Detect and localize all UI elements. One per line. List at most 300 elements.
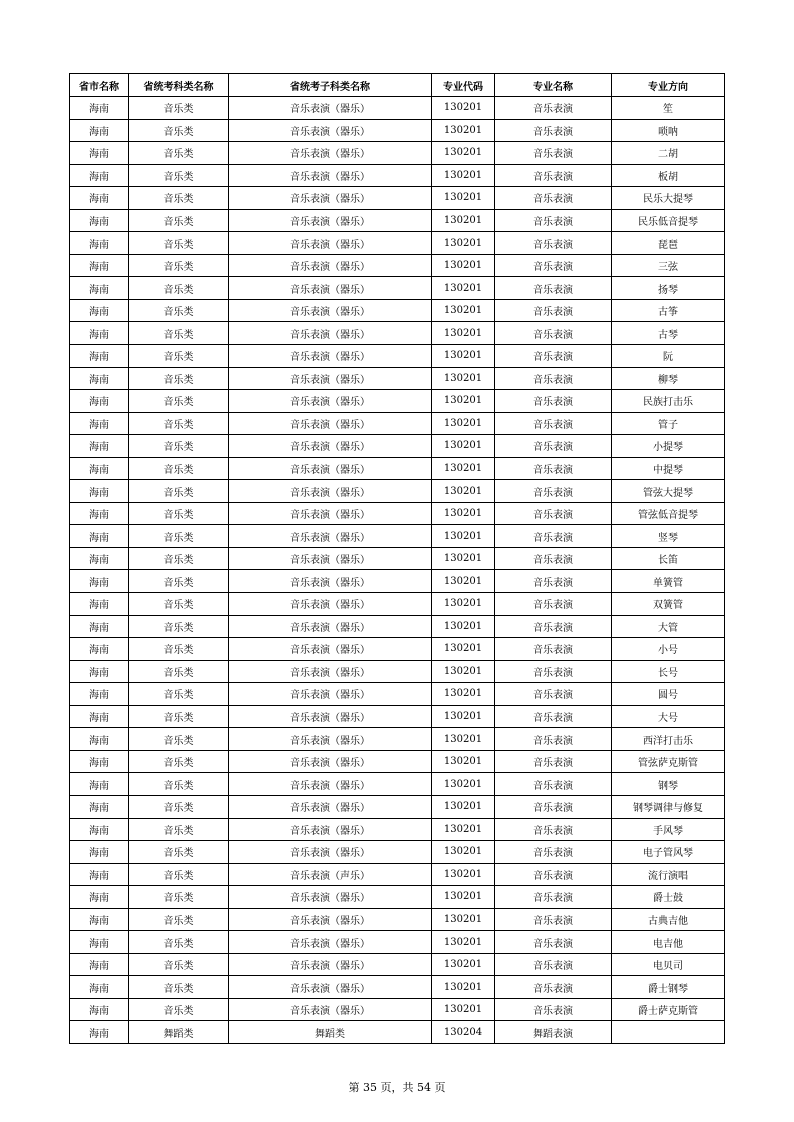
cell-major-name: 音乐表演 xyxy=(495,886,612,909)
cell-major-code: 130201 xyxy=(432,435,495,458)
table-row xyxy=(70,863,725,886)
cell-major-direction xyxy=(612,1021,725,1044)
header-major-name: 专业名称 xyxy=(495,74,612,97)
cell-category-name: 音乐类 xyxy=(129,457,229,480)
table-row xyxy=(70,367,725,390)
cell-subcategory-name: 音乐表演（器乐） xyxy=(229,773,432,796)
table-row xyxy=(70,480,725,503)
cell-major-name: 音乐表演 xyxy=(495,367,612,390)
cell-category-name: 音乐类 xyxy=(129,818,229,841)
cell-major-name: 音乐表演 xyxy=(495,863,612,886)
cell-major-code: 130201 xyxy=(432,931,495,954)
cell-subcategory-name: 音乐表演（器乐） xyxy=(229,345,432,368)
cell-province-name: 海南 xyxy=(70,232,129,255)
cell-province-name: 海南 xyxy=(70,660,129,683)
cell-major-direction: 管弦大提琴 xyxy=(612,480,725,503)
table-row xyxy=(70,97,725,120)
cell-major-name: 音乐表演 xyxy=(495,277,612,300)
cell-major-code: 130201 xyxy=(432,254,495,277)
cell-major-name: 音乐表演 xyxy=(495,525,612,548)
cell-major-code: 130201 xyxy=(432,142,495,165)
cell-subcategory-name: 音乐表演（器乐） xyxy=(229,841,432,864)
table-row xyxy=(70,142,725,165)
cell-province-name: 海南 xyxy=(70,435,129,458)
cell-major-direction: 小提琴 xyxy=(612,435,725,458)
table-row xyxy=(70,773,725,796)
cell-subcategory-name: 音乐表演（声乐） xyxy=(229,863,432,886)
cell-major-direction: 管弦低音提琴 xyxy=(612,502,725,525)
cell-province-name: 海南 xyxy=(70,705,129,728)
cell-major-name: 音乐表演 xyxy=(495,750,612,773)
cell-major-name: 音乐表演 xyxy=(495,660,612,683)
cell-category-name: 音乐类 xyxy=(129,795,229,818)
cell-major-code: 130201 xyxy=(432,593,495,616)
cell-category-name: 音乐类 xyxy=(129,502,229,525)
cell-subcategory-name: 音乐表演（器乐） xyxy=(229,322,432,345)
cell-major-direction: 民族打击乐 xyxy=(612,390,725,413)
cell-subcategory-name: 音乐表演（器乐） xyxy=(229,795,432,818)
cell-major-direction: 电吉他 xyxy=(612,931,725,954)
cell-major-name: 音乐表演 xyxy=(495,322,612,345)
cell-major-direction: 爵士萨克斯管 xyxy=(612,998,725,1021)
cell-major-code: 130201 xyxy=(432,818,495,841)
cell-category-name: 音乐类 xyxy=(129,863,229,886)
cell-major-name: 音乐表演 xyxy=(495,931,612,954)
cell-major-code: 130201 xyxy=(432,886,495,909)
cell-major-code: 130201 xyxy=(432,705,495,728)
cell-major-name: 音乐表演 xyxy=(495,547,612,570)
cell-major-name: 音乐表演 xyxy=(495,683,612,706)
table-row xyxy=(70,593,725,616)
cell-category-name: 音乐类 xyxy=(129,660,229,683)
cell-major-name: 音乐表演 xyxy=(495,142,612,165)
table-row xyxy=(70,187,725,210)
cell-subcategory-name: 音乐表演（器乐） xyxy=(229,367,432,390)
cell-major-direction: 竖琴 xyxy=(612,525,725,548)
cell-province-name: 海南 xyxy=(70,841,129,864)
cell-subcategory-name: 音乐表演（器乐） xyxy=(229,435,432,458)
cell-major-name: 音乐表演 xyxy=(495,232,612,255)
cell-category-name: 音乐类 xyxy=(129,886,229,909)
cell-category-name: 音乐类 xyxy=(129,705,229,728)
cell-subcategory-name: 音乐表演（器乐） xyxy=(229,593,432,616)
cell-major-name: 舞蹈表演 xyxy=(495,1021,612,1044)
cell-province-name: 海南 xyxy=(70,525,129,548)
cell-province-name: 海南 xyxy=(70,683,129,706)
table-row xyxy=(70,322,725,345)
table-row xyxy=(70,728,725,751)
cell-province-name: 海南 xyxy=(70,818,129,841)
cell-major-direction: 流行演唱 xyxy=(612,863,725,886)
cell-subcategory-name: 音乐表演（器乐） xyxy=(229,457,432,480)
table-row xyxy=(70,209,725,232)
cell-category-name: 音乐类 xyxy=(129,187,229,210)
cell-category-name: 音乐类 xyxy=(129,547,229,570)
cell-category-name: 音乐类 xyxy=(129,209,229,232)
cell-major-code: 130201 xyxy=(432,660,495,683)
cell-category-name: 音乐类 xyxy=(129,931,229,954)
cell-major-code: 130201 xyxy=(432,638,495,661)
table-row xyxy=(70,660,725,683)
header-major-direction: 专业方向 xyxy=(612,74,725,97)
header-major-code: 专业代码 xyxy=(432,74,495,97)
cell-major-code: 130201 xyxy=(432,502,495,525)
cell-major-code: 130201 xyxy=(432,412,495,435)
cell-province-name: 海南 xyxy=(70,345,129,368)
table-body xyxy=(70,97,725,1044)
cell-major-name: 音乐表演 xyxy=(495,502,612,525)
cell-category-name: 音乐类 xyxy=(129,277,229,300)
cell-major-code: 130201 xyxy=(432,299,495,322)
cell-category-name: 音乐类 xyxy=(129,142,229,165)
cell-category-name: 音乐类 xyxy=(129,615,229,638)
cell-major-direction: 单簧管 xyxy=(612,570,725,593)
table-row xyxy=(70,164,725,187)
cell-major-name: 音乐表演 xyxy=(495,254,612,277)
cell-category-name: 音乐类 xyxy=(129,367,229,390)
table-row xyxy=(70,525,725,548)
cell-province-name: 海南 xyxy=(70,728,129,751)
cell-major-code: 130201 xyxy=(432,750,495,773)
cell-major-code: 130201 xyxy=(432,209,495,232)
cell-major-name: 音乐表演 xyxy=(495,841,612,864)
cell-major-code: 130204 xyxy=(432,1021,495,1044)
table-row xyxy=(70,615,725,638)
cell-major-direction: 西洋打击乐 xyxy=(612,728,725,751)
table-row xyxy=(70,818,725,841)
table-row xyxy=(70,232,725,255)
cell-subcategory-name: 音乐表演（器乐） xyxy=(229,638,432,661)
cell-category-name: 音乐类 xyxy=(129,435,229,458)
cell-subcategory-name: 音乐表演（器乐） xyxy=(229,683,432,706)
cell-province-name: 海南 xyxy=(70,164,129,187)
cell-major-name: 音乐表演 xyxy=(495,119,612,142)
table-row xyxy=(70,683,725,706)
cell-category-name: 音乐类 xyxy=(129,119,229,142)
cell-subcategory-name: 音乐表演（器乐） xyxy=(229,502,432,525)
cell-category-name: 音乐类 xyxy=(129,390,229,413)
cell-major-code: 130201 xyxy=(432,119,495,142)
cell-major-name: 音乐表演 xyxy=(495,164,612,187)
cell-province-name: 海南 xyxy=(70,209,129,232)
cell-subcategory-name: 音乐表演（器乐） xyxy=(229,570,432,593)
cell-province-name: 海南 xyxy=(70,570,129,593)
cell-major-direction: 扬琴 xyxy=(612,277,725,300)
cell-province-name: 海南 xyxy=(70,976,129,999)
cell-major-name: 音乐表演 xyxy=(495,97,612,120)
cell-province-name: 海南 xyxy=(70,412,129,435)
table-row xyxy=(70,886,725,909)
cell-major-name: 音乐表演 xyxy=(495,299,612,322)
cell-major-code: 130201 xyxy=(432,480,495,503)
cell-subcategory-name: 音乐表演（器乐） xyxy=(229,728,432,751)
table-row xyxy=(70,435,725,458)
cell-subcategory-name: 音乐表演（器乐） xyxy=(229,976,432,999)
cell-subcategory-name: 音乐表演（器乐） xyxy=(229,908,432,931)
cell-major-direction: 笙 xyxy=(612,97,725,120)
cell-major-code: 130201 xyxy=(432,683,495,706)
table-row xyxy=(70,547,725,570)
cell-major-direction: 电贝司 xyxy=(612,953,725,976)
cell-category-name: 音乐类 xyxy=(129,164,229,187)
cell-major-direction: 三弦 xyxy=(612,254,725,277)
cell-major-name: 音乐表演 xyxy=(495,209,612,232)
table-row xyxy=(70,390,725,413)
cell-province-name: 海南 xyxy=(70,615,129,638)
cell-province-name: 海南 xyxy=(70,547,129,570)
cell-major-name: 音乐表演 xyxy=(495,345,612,368)
cell-subcategory-name: 音乐表演（器乐） xyxy=(229,142,432,165)
cell-major-code: 130201 xyxy=(432,164,495,187)
cell-major-direction: 古琴 xyxy=(612,322,725,345)
table-row xyxy=(70,299,725,322)
cell-subcategory-name: 音乐表演（器乐） xyxy=(229,525,432,548)
cell-major-name: 音乐表演 xyxy=(495,976,612,999)
cell-category-name: 音乐类 xyxy=(129,953,229,976)
table-row xyxy=(70,908,725,931)
page-number: 第 35 页，共 54 页 xyxy=(348,1081,446,1094)
cell-province-name: 海南 xyxy=(70,795,129,818)
cell-subcategory-name: 音乐表演（器乐） xyxy=(229,998,432,1021)
table-row xyxy=(70,976,725,999)
cell-major-direction: 爵士鼓 xyxy=(612,886,725,909)
cell-subcategory-name: 音乐表演（器乐） xyxy=(229,119,432,142)
cell-major-code: 130201 xyxy=(432,322,495,345)
cell-major-code: 130201 xyxy=(432,953,495,976)
cell-category-name: 音乐类 xyxy=(129,683,229,706)
cell-category-name: 音乐类 xyxy=(129,728,229,751)
cell-major-name: 音乐表演 xyxy=(495,390,612,413)
cell-province-name: 海南 xyxy=(70,1021,129,1044)
cell-category-name: 音乐类 xyxy=(129,908,229,931)
cell-category-name: 音乐类 xyxy=(129,976,229,999)
cell-major-code: 130201 xyxy=(432,525,495,548)
cell-province-name: 海南 xyxy=(70,998,129,1021)
cell-major-code: 130201 xyxy=(432,841,495,864)
cell-major-code: 130201 xyxy=(432,97,495,120)
cell-major-direction: 板胡 xyxy=(612,164,725,187)
cell-province-name: 海南 xyxy=(70,142,129,165)
cell-major-direction: 小号 xyxy=(612,638,725,661)
cell-province-name: 海南 xyxy=(70,502,129,525)
cell-category-name: 音乐类 xyxy=(129,998,229,1021)
cell-category-name: 音乐类 xyxy=(129,525,229,548)
cell-major-direction: 管弦萨克斯管 xyxy=(612,750,725,773)
cell-major-name: 音乐表演 xyxy=(495,412,612,435)
table-row xyxy=(70,502,725,525)
table-row xyxy=(70,795,725,818)
cell-major-name: 音乐表演 xyxy=(495,615,612,638)
cell-major-code: 130201 xyxy=(432,367,495,390)
cell-province-name: 海南 xyxy=(70,886,129,909)
cell-subcategory-name: 音乐表演（器乐） xyxy=(229,547,432,570)
cell-province-name: 海南 xyxy=(70,773,129,796)
header-province-name: 省市名称 xyxy=(70,74,129,97)
cell-major-name: 音乐表演 xyxy=(495,998,612,1021)
cell-major-direction: 手风琴 xyxy=(612,818,725,841)
cell-category-name: 音乐类 xyxy=(129,322,229,345)
cell-subcategory-name: 音乐表演（器乐） xyxy=(229,412,432,435)
cell-subcategory-name: 音乐表演（器乐） xyxy=(229,390,432,413)
cell-major-name: 音乐表演 xyxy=(495,593,612,616)
cell-major-name: 音乐表演 xyxy=(495,435,612,458)
cell-province-name: 海南 xyxy=(70,593,129,616)
cell-subcategory-name: 音乐表演（器乐） xyxy=(229,187,432,210)
cell-major-name: 音乐表演 xyxy=(495,818,612,841)
table-row xyxy=(70,570,725,593)
cell-major-code: 130201 xyxy=(432,390,495,413)
cell-subcategory-name: 音乐表演（器乐） xyxy=(229,299,432,322)
cell-province-name: 海南 xyxy=(70,931,129,954)
cell-subcategory-name: 音乐表演（器乐） xyxy=(229,254,432,277)
cell-province-name: 海南 xyxy=(70,390,129,413)
cell-province-name: 海南 xyxy=(70,119,129,142)
cell-province-name: 海南 xyxy=(70,750,129,773)
cell-major-direction: 电子管风琴 xyxy=(612,841,725,864)
cell-category-name: 音乐类 xyxy=(129,593,229,616)
cell-category-name: 音乐类 xyxy=(129,299,229,322)
cell-subcategory-name: 音乐表演（器乐） xyxy=(229,209,432,232)
cell-subcategory-name: 舞蹈类 xyxy=(229,1021,432,1044)
cell-major-direction: 古筝 xyxy=(612,299,725,322)
cell-major-code: 130201 xyxy=(432,277,495,300)
cell-major-direction: 钢琴 xyxy=(612,773,725,796)
table-row xyxy=(70,638,725,661)
cell-subcategory-name: 音乐表演（器乐） xyxy=(229,660,432,683)
cell-major-direction: 阮 xyxy=(612,345,725,368)
table-row xyxy=(70,998,725,1021)
header-row xyxy=(70,74,725,97)
cell-province-name: 海南 xyxy=(70,299,129,322)
cell-subcategory-name: 音乐表演（器乐） xyxy=(229,750,432,773)
cell-major-code: 130201 xyxy=(432,795,495,818)
cell-major-direction: 二胡 xyxy=(612,142,725,165)
table-row xyxy=(70,412,725,435)
cell-category-name: 音乐类 xyxy=(129,638,229,661)
table-row xyxy=(70,1021,725,1044)
cell-category-name: 音乐类 xyxy=(129,480,229,503)
cell-major-name: 音乐表演 xyxy=(495,773,612,796)
cell-major-direction: 琵琶 xyxy=(612,232,725,255)
cell-major-direction: 圆号 xyxy=(612,683,725,706)
cell-major-direction: 古典吉他 xyxy=(612,908,725,931)
cell-major-code: 130201 xyxy=(432,570,495,593)
cell-major-name: 音乐表演 xyxy=(495,795,612,818)
cell-category-name: 音乐类 xyxy=(129,97,229,120)
major-table xyxy=(69,73,725,1044)
cell-category-name: 音乐类 xyxy=(129,412,229,435)
cell-category-name: 音乐类 xyxy=(129,232,229,255)
table-row xyxy=(70,841,725,864)
cell-major-direction: 大号 xyxy=(612,705,725,728)
table-row xyxy=(70,705,725,728)
cell-category-name: 音乐类 xyxy=(129,254,229,277)
cell-province-name: 海南 xyxy=(70,638,129,661)
cell-major-name: 音乐表演 xyxy=(495,638,612,661)
cell-major-code: 130201 xyxy=(432,615,495,638)
cell-province-name: 海南 xyxy=(70,254,129,277)
cell-province-name: 海南 xyxy=(70,953,129,976)
cell-major-code: 130201 xyxy=(432,232,495,255)
cell-major-direction: 管子 xyxy=(612,412,725,435)
table-row xyxy=(70,931,725,954)
header-category-name: 省统考科类名称 xyxy=(129,74,229,97)
cell-major-direction: 长笛 xyxy=(612,547,725,570)
cell-major-direction: 中提琴 xyxy=(612,457,725,480)
cell-subcategory-name: 音乐表演（器乐） xyxy=(229,931,432,954)
cell-major-direction: 长号 xyxy=(612,660,725,683)
cell-major-code: 130201 xyxy=(432,728,495,751)
cell-major-code: 130201 xyxy=(432,998,495,1021)
cell-subcategory-name: 音乐表演（器乐） xyxy=(229,705,432,728)
table-row xyxy=(70,119,725,142)
cell-major-name: 音乐表演 xyxy=(495,570,612,593)
cell-major-direction: 柳琴 xyxy=(612,367,725,390)
cell-province-name: 海南 xyxy=(70,908,129,931)
cell-category-name: 音乐类 xyxy=(129,570,229,593)
header-subcategory-name: 省统考子科类名称 xyxy=(229,74,432,97)
cell-province-name: 海南 xyxy=(70,97,129,120)
cell-province-name: 海南 xyxy=(70,480,129,503)
cell-category-name: 音乐类 xyxy=(129,841,229,864)
cell-province-name: 海南 xyxy=(70,457,129,480)
cell-province-name: 海南 xyxy=(70,277,129,300)
cell-major-name: 音乐表演 xyxy=(495,953,612,976)
cell-category-name: 音乐类 xyxy=(129,345,229,368)
cell-major-direction: 大管 xyxy=(612,615,725,638)
cell-major-code: 130201 xyxy=(432,773,495,796)
cell-subcategory-name: 音乐表演（器乐） xyxy=(229,480,432,503)
table-row xyxy=(70,345,725,368)
cell-major-direction: 民乐低音提琴 xyxy=(612,209,725,232)
cell-major-direction: 唢呐 xyxy=(612,119,725,142)
cell-major-direction: 钢琴调律与修复 xyxy=(612,795,725,818)
cell-subcategory-name: 音乐表演（器乐） xyxy=(229,818,432,841)
cell-category-name: 舞蹈类 xyxy=(129,1021,229,1044)
cell-major-name: 音乐表演 xyxy=(495,480,612,503)
cell-major-name: 音乐表演 xyxy=(495,728,612,751)
cell-province-name: 海南 xyxy=(70,322,129,345)
cell-major-code: 130201 xyxy=(432,457,495,480)
cell-major-code: 130201 xyxy=(432,976,495,999)
cell-major-code: 130201 xyxy=(432,345,495,368)
cell-province-name: 海南 xyxy=(70,187,129,210)
cell-subcategory-name: 音乐表演（器乐） xyxy=(229,232,432,255)
cell-major-direction: 民乐大提琴 xyxy=(612,187,725,210)
cell-major-code: 130201 xyxy=(432,908,495,931)
cell-major-direction: 双簧管 xyxy=(612,593,725,616)
cell-major-name: 音乐表演 xyxy=(495,705,612,728)
cell-major-direction: 爵士钢琴 xyxy=(612,976,725,999)
cell-subcategory-name: 音乐表演（器乐） xyxy=(229,615,432,638)
table-row xyxy=(70,254,725,277)
cell-major-code: 130201 xyxy=(432,187,495,210)
cell-major-code: 130201 xyxy=(432,547,495,570)
cell-major-name: 音乐表演 xyxy=(495,187,612,210)
cell-subcategory-name: 音乐表演（器乐） xyxy=(229,886,432,909)
cell-subcategory-name: 音乐表演（器乐） xyxy=(229,97,432,120)
cell-subcategory-name: 音乐表演（器乐） xyxy=(229,164,432,187)
table-row xyxy=(70,953,725,976)
cell-major-name: 音乐表演 xyxy=(495,457,612,480)
cell-major-code: 130201 xyxy=(432,863,495,886)
cell-province-name: 海南 xyxy=(70,367,129,390)
table-row xyxy=(70,457,725,480)
cell-subcategory-name: 音乐表演（器乐） xyxy=(229,277,432,300)
cell-subcategory-name: 音乐表演（器乐） xyxy=(229,953,432,976)
cell-category-name: 音乐类 xyxy=(129,773,229,796)
cell-major-name: 音乐表演 xyxy=(495,908,612,931)
